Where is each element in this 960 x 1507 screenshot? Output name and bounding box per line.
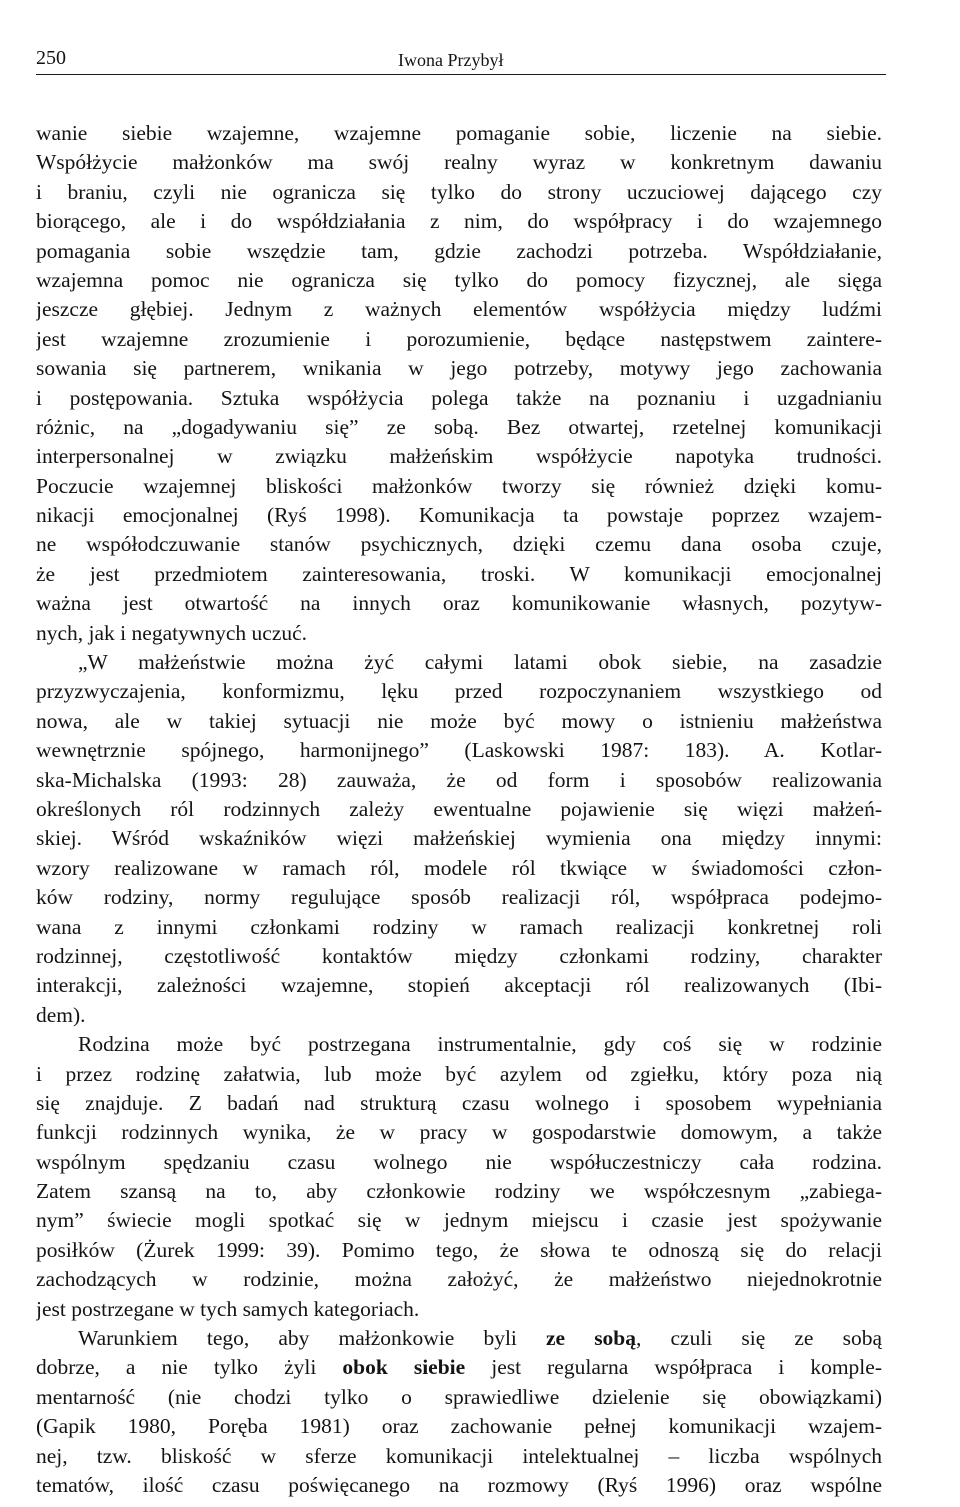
text-line: wewnętrznie spójnego, harmonijnego” (Laskowski 1987: 183). A. Kotlar- <box>36 738 882 763</box>
text-line: zachodzących w rodzinie, można założyć, że małżeństwo niejednokrotnie <box>36 1267 882 1292</box>
text-line: jest postrzegane w tych samych kategoriach. <box>36 1296 420 1321</box>
text-line: tematów, ilość czasu poświęcanego na rozmowy (Ryś 1996) oraz wspólne <box>36 1472 882 1497</box>
text-line: sowania się partnerem, wnikania w jego potrzeby, motywy jego zachowania <box>36 356 882 381</box>
text-line: mentarność (nie chodzi tylko o sprawiedliwe dzielenie się obowiązkami) <box>36 1384 882 1409</box>
paragraph-1 <box>36 119 882 648</box>
text-line: biorącego, ale i do współdziałania z nim, do współpracy i do wzajemnego <box>36 209 882 234</box>
text-line: różnic, na „dogadywaniu się” ze sobą. Bez otwartej, rzetelnej komunikacji <box>36 414 882 439</box>
text-line: ków rodziny, normy regulujące sposób realizacji ról, współpraca podejmo- <box>36 885 882 910</box>
paragraph-2 <box>36 648 882 1030</box>
text-line: nych, jak i negatywnych uczuć. <box>36 620 308 645</box>
text-line: nikacji emocjonalnej (Ryś 1998). Komunikacja ta powstaje poprzez wzajem- <box>36 503 882 528</box>
text-line <box>36 1324 882 1353</box>
text-line: ska-Michalska (1993: 28) zauważa, że od form i sposobów realizowania <box>36 767 882 792</box>
text-line: wspólnym spędzaniu czasu wolnego nie współuczestniczy cała rodzina. <box>36 1149 882 1174</box>
text-line: Rodzina może być postrzegana instrumentalnie, gdy coś się w rodzinie <box>78 1032 882 1057</box>
text-line: i postępowania. Sztuka współżycia polega także na poznaniu i uzgadnianiu <box>36 385 882 410</box>
text-line <box>36 1353 882 1382</box>
text-line: nowa, ale w takiej sytuacji nie może być mowy o istnieniu małżeństwa <box>36 708 882 733</box>
text-line: wzory realizowane w ramach ról, modele ról tkwiące w świadomości człon- <box>36 855 882 880</box>
text-line: wana z innymi członkami rodziny w ramach realizacji konkretnej roli <box>36 914 882 939</box>
paragraph-4 <box>36 1324 882 1500</box>
text-line: „W małżeństwie można żyć całymi latami obok siebie, na zasadzie <box>78 650 882 675</box>
paragraph-3 <box>36 1030 882 1324</box>
text-line: ważna jest otwartość na innych oraz komunikowanie własnych, pozytyw- <box>36 591 882 616</box>
page-header <box>36 44 886 75</box>
body-text <box>36 119 882 1500</box>
text-line: skiej. Wśród wskaźników więzi małżeńskiej wymienia ona między innymi: <box>36 826 882 851</box>
page-number: 250 <box>36 47 66 69</box>
text-line: posiłków (Żurek 1999: 39). Pomimo tego, że słowa te odnoszą się do relacji <box>36 1237 882 1262</box>
text-line: interakcji, zależności wzajemne, stopień akceptacji ról realizowanych (Ibi- <box>36 973 882 998</box>
text-line: nym” świecie mogli spotkać się w jednym miejscu i czasie jest spożywanie <box>36 1208 882 1233</box>
text-line: nej, tzw. bliskość w sferze komunikacji intelektualnej – liczba wspólnych <box>36 1443 882 1468</box>
text-line: że jest przedmiotem zainteresowania, troski. W komunikacji emocjonalnej <box>36 561 882 586</box>
text-line: przyzwyczajenia, konformizmu, lęku przed rozpoczynaniem wszystkiego od <box>36 679 882 704</box>
text-line: funkcji rodzinnych wynika, że w pracy w gospodarstwie domowym, a także <box>36 1120 882 1145</box>
emphasis-obok-siebie: obok siebie <box>342 1355 466 1380</box>
text-segment: , czuli się ze sobą <box>636 1326 882 1351</box>
text-line: wzajemna pomoc nie ogranicza się tylko do pomocy fizycznej, ale sięga <box>36 267 882 292</box>
text-line: i przez rodzinę załatwia, lub może być azylem od zgiełku, który poza nią <box>36 1061 882 1086</box>
text-line: (Gapik 1980, Poręba 1981) oraz zachowanie pełnej komunikacji wzajem- <box>36 1414 882 1439</box>
text-segment: jest regularna współpraca i komple- <box>465 1355 882 1380</box>
text-line: Poczucie wzajemnej bliskości małżonków tworzy się również dzięki komu- <box>36 473 882 498</box>
text-line: rodzinnej, częstotliwość kontaktów między członkami rodziny, charakter <box>36 943 882 968</box>
text-segment: dobrze, a nie tylko żyli <box>36 1355 343 1380</box>
emphasis-ze-soba: ze sobą <box>546 1326 637 1351</box>
text-line: wanie siebie wzajemne, wzajemne pomaganie sobie, liczenie na siebie. <box>36 121 882 145</box>
text-segment: Warunkiem tego, aby małżonkowie byli <box>78 1326 546 1351</box>
text-line: Zatem szansą na to, aby członkowie rodziny we współczesnym „zabiega- <box>36 1179 882 1204</box>
text-line: pomagania sobie wszędzie tam, gdzie zachodzi potrzeba. Współdziałanie, <box>36 238 882 263</box>
text-line: się znajduje. Z badań nad strukturą czasu wolnego i sposobem wypełniania <box>36 1090 882 1115</box>
text-line: dem). <box>36 1002 86 1027</box>
text-line: jest wzajemne zrozumienie i porozumienie, będące następstwem zaintere- <box>36 326 882 351</box>
running-head-author: Iwona Przybył <box>398 50 504 70</box>
text-line: Współżycie małżonków ma swój realny wyraz w konkretnym dawaniu <box>36 150 882 175</box>
text-line: interpersonalnej w związku małżeńskim współżycie napotyka trudności. <box>36 444 882 469</box>
text-line: ne współodczuwanie stanów psychicznych, dzięki czemu dana osoba czuje, <box>36 532 882 557</box>
text-line: i braniu, czyli nie ogranicza się tylko do strony uczuciowej dającego czy <box>36 179 882 204</box>
text-line: określonych ról rodzinnych zależy ewentualne pojawienie się więzi małżeń- <box>36 796 882 821</box>
text-line: jeszcze głębiej. Jednym z ważnych elementów współżycia między ludźmi <box>36 297 882 322</box>
